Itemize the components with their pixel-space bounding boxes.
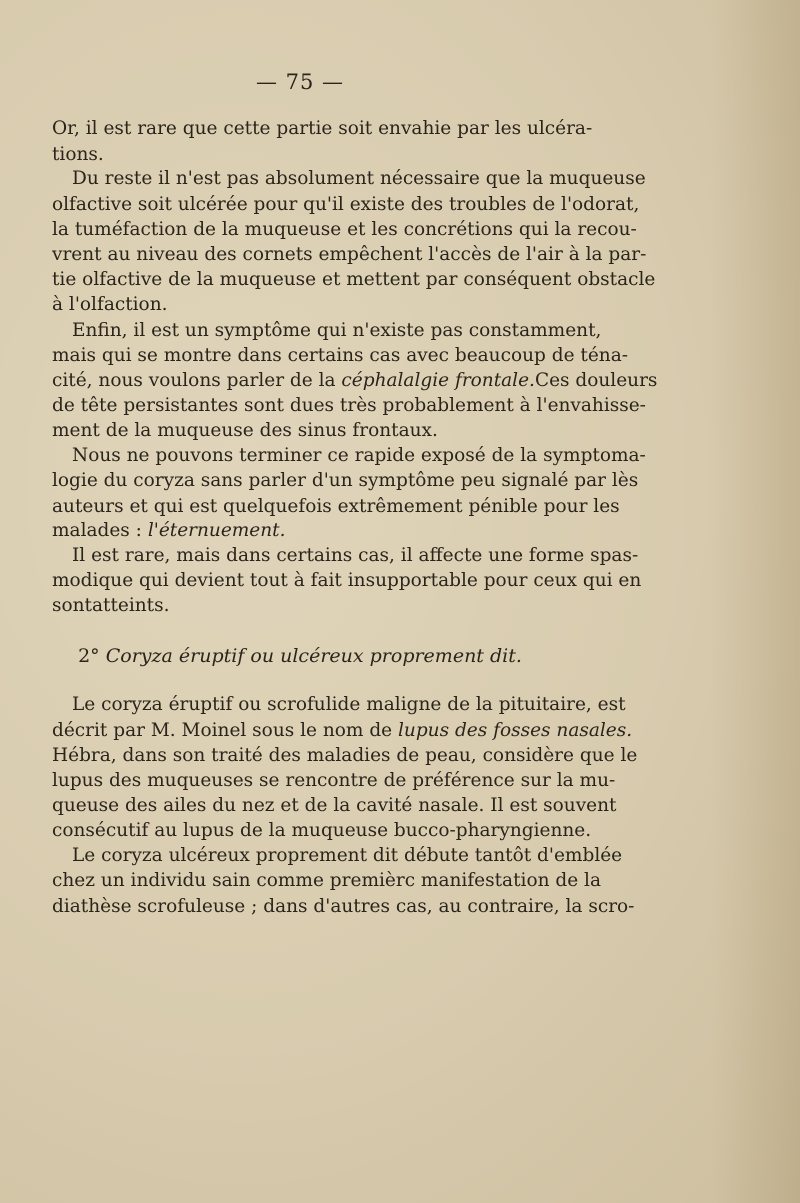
text-segment: Ces douleurs <box>534 370 658 391</box>
text-line <box>52 518 544 544</box>
text-line: Nous ne pouvons terminer ce rapide exposé de la symptoma- <box>72 445 646 466</box>
text-line: Le coryza ulcéreux proprement dit débute tantôt d'emblée <box>72 845 623 866</box>
text-line: à l'olfaction. <box>52 294 168 315</box>
text-line: modique qui devient tout à fait insupportable pour ceux qui en <box>52 570 642 591</box>
text-line: Or, il est rare que cette partie soit envahie par les ulcéra- <box>52 118 593 139</box>
text-line: consécutif au lupus de la muqueuse bucco-pharyngienne. <box>52 820 592 841</box>
text-line: vrent au niveau des cornets empêchent l'accès de l'air à la par- <box>52 244 647 265</box>
section-heading <box>0 643 600 669</box>
italic-term: l'éternuement. <box>147 520 286 541</box>
heading-title: Coryza éruptif ou ulcéreux proprement dit. <box>105 645 522 667</box>
text-line: tions. <box>52 144 104 165</box>
page-number: — 75 — <box>255 70 345 94</box>
text-line: chez un individu sain comme premièrc manifestation de la <box>52 870 601 891</box>
text-segment: malades : <box>52 520 148 541</box>
text-line: Hébra, dans son traité des maladies de peau, considère que le <box>52 745 638 766</box>
text-line: auteurs et qui est quelquefois extrêmement pénible pour les <box>52 496 620 517</box>
text-line: la tuméfaction de la muqueuse et les concrétions qui la recou- <box>52 219 637 240</box>
text-segment: décrit par M. Moinel sous le nom de <box>52 720 398 741</box>
text-line: queuse des ailes du nez et de la cavité nasale. Il est souvent <box>52 795 617 816</box>
italic-term: lupus des fosses nasales. <box>398 720 633 741</box>
text-line <box>52 718 633 744</box>
text-line: sontatteints. <box>52 595 170 616</box>
text-line: mais qui se montre dans certains cas avec beaucoup de téna- <box>52 345 628 366</box>
text-line: Il est rare, mais dans certains cas, il affecte une forme spas- <box>72 545 639 566</box>
heading-number: 2° <box>78 645 100 667</box>
text-line: logie du coryza sans parler d'un symptôme peu signalé par lès <box>52 470 639 491</box>
page-edge-shadow <box>710 0 800 1203</box>
text-line: Du reste il n'est pas absolument nécessaire que la muqueuse <box>72 168 646 189</box>
text-line: olfactive soit ulcérée pour qu'il existe des troubles de l'odorat, <box>52 194 640 215</box>
text-segment: cité, nous voulons parler de la <box>52 370 342 391</box>
text-line <box>52 368 658 394</box>
italic-term: céphalalgie frontale. <box>341 370 535 391</box>
text-line: Le coryza éruptif ou scrofulide maligne de la pituitaire, est <box>72 694 626 715</box>
text-line: tie olfactive de la muqueuse et mettent par conséquent obstacle <box>52 269 656 290</box>
text-line: lupus des muqueuses se rencontre de préférence sur la mu- <box>52 770 616 791</box>
text-line: diathèse scrofuleuse ; dans d'autres cas, au contraire, la scro- <box>52 896 635 917</box>
text-line: Enfin, il est un symptôme qui n'existe pas constamment, <box>72 320 602 341</box>
text-line: de tête persistantes sont dues très probablement à l'envahisse- <box>52 395 646 416</box>
text-line: ment de la muqueuse des sinus frontaux. <box>52 420 438 441</box>
